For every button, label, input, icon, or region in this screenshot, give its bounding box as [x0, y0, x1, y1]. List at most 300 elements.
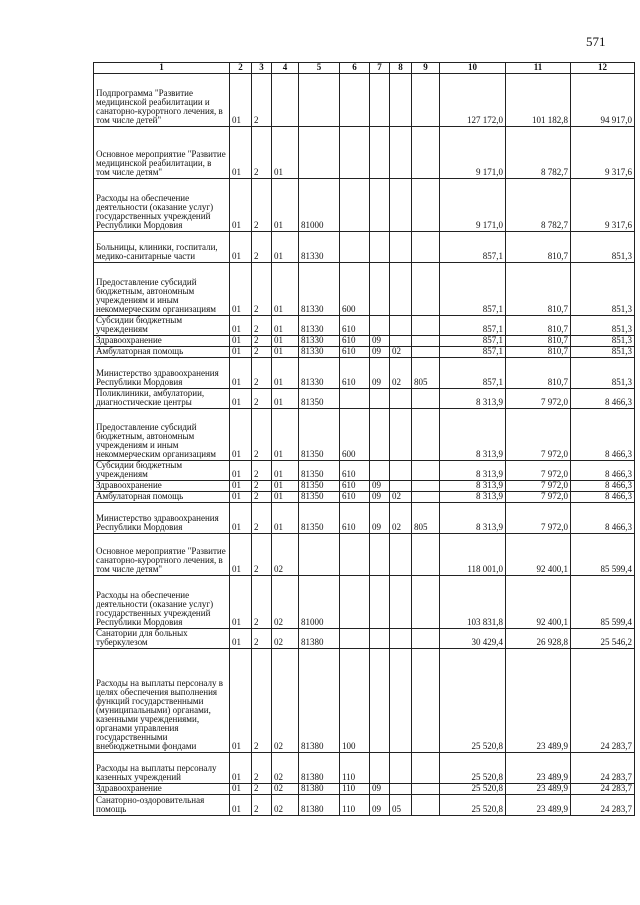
row-value-cell: 81330 [299, 358, 340, 389]
row-value-cell: 09 [370, 492, 390, 503]
row-value-cell [412, 492, 440, 503]
row-value-cell [412, 534, 440, 576]
row-name-cell: Субсидии бюджетным учреждениям [94, 316, 230, 336]
row-name-cell: Расходы на обеспечение деятельности (оказание услуг) государственных учреждений Республики Мордовия [94, 179, 230, 232]
row-value-cell: 85 599,4 [571, 534, 635, 576]
row-value-cell: 01 [272, 336, 299, 347]
row-name-cell: Расходы на выплаты персоналу казенных учреждений [94, 753, 230, 784]
row-value-cell: 810,7 [506, 347, 571, 358]
row-value-cell: 2 [252, 753, 272, 784]
row-value-cell: 81350 [299, 461, 340, 481]
row-value-cell [370, 179, 390, 232]
row-value-cell: 610 [340, 492, 370, 503]
row-value-cell: 851,3 [571, 232, 635, 263]
row-value-cell: 01 [230, 358, 252, 389]
table-row [94, 232, 635, 263]
row-value-cell: 8 466,3 [571, 409, 635, 461]
row-value-cell: 2 [252, 503, 272, 534]
row-value-cell: 81350 [299, 503, 340, 534]
row-value-cell [370, 629, 390, 649]
row-value-cell: 610 [340, 358, 370, 389]
row-value-cell [340, 74, 370, 127]
table-row [94, 358, 635, 389]
row-value-cell: 2 [252, 389, 272, 409]
row-value-cell: 2 [252, 127, 272, 179]
row-value-cell: 2 [252, 649, 272, 753]
row-value-cell [340, 629, 370, 649]
column-header: 7 [370, 63, 390, 74]
row-value-cell [412, 795, 440, 816]
row-value-cell: 2 [252, 336, 272, 347]
row-value-cell: 01 [272, 127, 299, 179]
column-header: 11 [506, 63, 571, 74]
row-name-cell: Субсидии бюджетным учреждениям [94, 461, 230, 481]
row-value-cell: 2 [252, 461, 272, 481]
row-value-cell [412, 179, 440, 232]
row-value-cell [340, 389, 370, 409]
row-value-cell: 01 [272, 232, 299, 263]
row-value-cell: 23 489,9 [506, 649, 571, 753]
row-value-cell: 7 972,0 [506, 409, 571, 461]
row-value-cell: 02 [390, 347, 412, 358]
row-value-cell [412, 481, 440, 492]
row-value-cell [412, 127, 440, 179]
row-value-cell: 01 [230, 409, 252, 461]
row-value-cell: 02 [390, 503, 412, 534]
row-value-cell [299, 534, 340, 576]
row-value-cell: 01 [230, 461, 252, 481]
row-value-cell [412, 461, 440, 481]
row-value-cell: 9 317,6 [571, 179, 635, 232]
row-value-cell: 805 [412, 503, 440, 534]
row-value-cell [412, 409, 440, 461]
table-row [94, 503, 635, 534]
table-row [94, 461, 635, 481]
row-value-cell: 81330 [299, 232, 340, 263]
row-name-cell: Расходы на обеспечение деятельности (оказание услуг) государственных учреждений Республики Мордовия [94, 576, 230, 629]
column-header: 5 [299, 63, 340, 74]
row-name-cell: Предоставление субсидий бюджетным, автономным учреждениям и иным некоммерческим организациям [94, 409, 230, 461]
row-value-cell: 81350 [299, 481, 340, 492]
row-value-cell: 2 [252, 784, 272, 795]
row-value-cell: 01 [230, 389, 252, 409]
row-value-cell: 25 520,8 [440, 784, 506, 795]
row-value-cell [390, 784, 412, 795]
row-value-cell: 01 [272, 409, 299, 461]
table-row [94, 795, 635, 816]
table-row [94, 336, 635, 347]
row-value-cell [412, 576, 440, 629]
row-value-cell [370, 127, 390, 179]
row-value-cell: 02 [272, 534, 299, 576]
row-value-cell: 103 831,8 [440, 576, 506, 629]
row-value-cell [370, 461, 390, 481]
row-value-cell: 7 972,0 [506, 389, 571, 409]
row-value-cell: 01 [272, 347, 299, 358]
row-value-cell [412, 753, 440, 784]
row-name-cell: Расходы на выплаты персоналу в целях обеспечения выполнения функций государственными (муниципальными) органами, казенными учреждениями, органами управления государственными внебюджетными фондами [94, 649, 230, 753]
row-value-cell: 01 [230, 179, 252, 232]
row-value-cell: 24 283,7 [571, 753, 635, 784]
table-row [94, 629, 635, 649]
row-value-cell: 01 [230, 316, 252, 336]
row-value-cell: 01 [230, 784, 252, 795]
row-value-cell [412, 649, 440, 753]
table-row [94, 347, 635, 358]
row-value-cell: 81380 [299, 784, 340, 795]
table-row [94, 179, 635, 232]
row-value-cell: 01 [272, 358, 299, 389]
row-value-cell [370, 389, 390, 409]
row-name-cell: Министерство здравоохранения Республики Мордовия [94, 358, 230, 389]
row-value-cell: 81330 [299, 263, 340, 316]
row-value-cell: 81350 [299, 409, 340, 461]
row-value-cell: 8 313,9 [440, 409, 506, 461]
table-row [94, 534, 635, 576]
row-value-cell: 805 [412, 358, 440, 389]
table-row [94, 576, 635, 629]
row-value-cell: 8 466,3 [571, 503, 635, 534]
row-value-cell: 01 [230, 263, 252, 316]
row-value-cell [390, 409, 412, 461]
row-value-cell: 8 313,9 [440, 492, 506, 503]
row-value-cell: 857,1 [440, 347, 506, 358]
row-value-cell [390, 481, 412, 492]
row-value-cell: 101 182,8 [506, 74, 571, 127]
row-value-cell: 25 520,8 [440, 649, 506, 753]
row-value-cell: 810,7 [506, 232, 571, 263]
row-value-cell: 610 [340, 503, 370, 534]
row-value-cell: 2 [252, 347, 272, 358]
row-value-cell: 7 972,0 [506, 503, 571, 534]
row-name-cell: Санаторно-оздоровительная помощь [94, 795, 230, 816]
table-row [94, 263, 635, 316]
row-value-cell: 9 171,0 [440, 127, 506, 179]
row-value-cell: 110 [340, 753, 370, 784]
row-value-cell [272, 74, 299, 127]
row-value-cell: 81000 [299, 576, 340, 629]
row-value-cell [370, 649, 390, 753]
row-value-cell: 610 [340, 461, 370, 481]
page-number: 571 [586, 34, 606, 49]
row-name-cell: Здравоохранение [94, 336, 230, 347]
row-value-cell: 9 171,0 [440, 179, 506, 232]
row-value-cell: 851,3 [571, 316, 635, 336]
row-value-cell: 2 [252, 74, 272, 127]
row-value-cell [412, 74, 440, 127]
row-value-cell: 01 [230, 649, 252, 753]
row-value-cell: 7 972,0 [506, 461, 571, 481]
row-value-cell: 02 [272, 795, 299, 816]
row-value-cell: 8 313,9 [440, 481, 506, 492]
row-value-cell [390, 127, 412, 179]
table-row [94, 784, 635, 795]
row-value-cell: 810,7 [506, 358, 571, 389]
table-row [94, 389, 635, 409]
row-value-cell: 857,1 [440, 263, 506, 316]
row-value-cell: 09 [370, 784, 390, 795]
row-value-cell: 01 [230, 534, 252, 576]
table-body [94, 63, 635, 816]
row-value-cell: 100 [340, 649, 370, 753]
row-value-cell: 610 [340, 336, 370, 347]
row-value-cell [370, 263, 390, 316]
row-value-cell: 01 [272, 316, 299, 336]
row-value-cell: 24 283,7 [571, 649, 635, 753]
row-value-cell: 2 [252, 358, 272, 389]
row-value-cell [370, 534, 390, 576]
row-value-cell: 01 [230, 629, 252, 649]
table-row [94, 409, 635, 461]
row-value-cell [390, 753, 412, 784]
row-value-cell: 02 [272, 649, 299, 753]
column-header: 6 [340, 63, 370, 74]
row-value-cell [412, 784, 440, 795]
row-value-cell: 2 [252, 232, 272, 263]
table-row [94, 127, 635, 179]
row-value-cell: 7 972,0 [506, 481, 571, 492]
row-value-cell: 81380 [299, 649, 340, 753]
row-value-cell: 01 [272, 503, 299, 534]
row-value-cell: 01 [230, 232, 252, 263]
row-value-cell: 857,1 [440, 358, 506, 389]
row-name-cell: Подпрограмма "Развитие медицинской реабилитации и санаторно-курортного лечения, в том числе детей" [94, 74, 230, 127]
row-value-cell [299, 127, 340, 179]
table-row [94, 316, 635, 336]
table-row [94, 492, 635, 503]
row-value-cell: 23 489,9 [506, 795, 571, 816]
row-value-cell: 110 [340, 784, 370, 795]
row-value-cell: 09 [370, 503, 390, 534]
row-value-cell: 23 489,9 [506, 753, 571, 784]
header-row [94, 63, 635, 74]
row-value-cell: 2 [252, 795, 272, 816]
row-value-cell: 8 313,9 [440, 389, 506, 409]
row-name-cell: Амбулаторная помощь [94, 492, 230, 503]
row-value-cell [390, 316, 412, 336]
row-value-cell: 26 928,8 [506, 629, 571, 649]
row-value-cell: 25 520,8 [440, 795, 506, 816]
row-value-cell: 610 [340, 347, 370, 358]
column-header: 1 [94, 63, 230, 74]
row-value-cell: 857,1 [440, 316, 506, 336]
row-value-cell: 01 [272, 179, 299, 232]
table-row [94, 753, 635, 784]
row-value-cell: 23 489,9 [506, 784, 571, 795]
row-name-cell: Больницы, клиники, госпитали, медико-санитарные части [94, 232, 230, 263]
row-name-cell: Амбулаторная помощь [94, 347, 230, 358]
row-value-cell: 01 [272, 492, 299, 503]
row-value-cell: 01 [230, 127, 252, 179]
row-value-cell: 9 317,6 [571, 127, 635, 179]
row-value-cell: 810,7 [506, 263, 571, 316]
row-value-cell: 857,1 [440, 336, 506, 347]
row-value-cell [390, 336, 412, 347]
row-value-cell: 610 [340, 316, 370, 336]
row-value-cell: 2 [252, 492, 272, 503]
row-value-cell [390, 576, 412, 629]
row-value-cell: 851,3 [571, 336, 635, 347]
row-value-cell: 94 917,0 [571, 74, 635, 127]
row-value-cell: 127 172,0 [440, 74, 506, 127]
row-value-cell: 2 [252, 263, 272, 316]
row-value-cell: 81330 [299, 347, 340, 358]
row-value-cell: 8 782,7 [506, 179, 571, 232]
row-value-cell: 09 [370, 347, 390, 358]
row-value-cell: 2 [252, 629, 272, 649]
row-value-cell: 09 [370, 481, 390, 492]
row-value-cell [390, 534, 412, 576]
row-value-cell: 24 283,7 [571, 795, 635, 816]
row-value-cell: 01 [230, 576, 252, 629]
row-value-cell [340, 576, 370, 629]
row-value-cell: 851,3 [571, 347, 635, 358]
row-value-cell: 610 [340, 481, 370, 492]
row-value-cell: 24 283,7 [571, 784, 635, 795]
row-value-cell [370, 74, 390, 127]
row-value-cell [412, 629, 440, 649]
row-value-cell [340, 534, 370, 576]
row-value-cell: 2 [252, 409, 272, 461]
row-value-cell: 81380 [299, 629, 340, 649]
row-value-cell: 01 [272, 461, 299, 481]
row-value-cell: 09 [370, 358, 390, 389]
row-name-cell: Поликлиники, амбулатории, диагностические центры [94, 389, 230, 409]
column-header: 8 [390, 63, 412, 74]
row-value-cell: 01 [230, 753, 252, 784]
row-value-cell: 01 [230, 503, 252, 534]
row-value-cell: 2 [252, 179, 272, 232]
row-value-cell [340, 179, 370, 232]
row-value-cell: 81000 [299, 179, 340, 232]
row-value-cell: 2 [252, 316, 272, 336]
row-value-cell: 02 [390, 358, 412, 389]
row-value-cell: 02 [272, 629, 299, 649]
row-value-cell: 09 [370, 795, 390, 816]
row-value-cell: 02 [390, 492, 412, 503]
row-value-cell: 01 [272, 481, 299, 492]
row-value-cell: 92 400,1 [506, 576, 571, 629]
row-value-cell [390, 461, 412, 481]
row-value-cell [390, 74, 412, 127]
row-value-cell [412, 232, 440, 263]
column-header: 10 [440, 63, 506, 74]
row-value-cell: 810,7 [506, 316, 571, 336]
row-value-cell [390, 649, 412, 753]
row-value-cell: 810,7 [506, 336, 571, 347]
row-value-cell: 01 [230, 492, 252, 503]
row-value-cell: 05 [390, 795, 412, 816]
row-value-cell [412, 347, 440, 358]
row-value-cell: 8 313,9 [440, 503, 506, 534]
row-value-cell: 01 [230, 74, 252, 127]
row-value-cell [370, 753, 390, 784]
row-value-cell: 2 [252, 534, 272, 576]
row-value-cell: 8 313,9 [440, 461, 506, 481]
row-value-cell: 7 972,0 [506, 492, 571, 503]
row-value-cell: 81350 [299, 492, 340, 503]
row-value-cell: 8 466,3 [571, 461, 635, 481]
column-header: 12 [571, 63, 635, 74]
row-value-cell: 851,3 [571, 263, 635, 316]
row-name-cell: Здравоохранение [94, 784, 230, 795]
row-value-cell [412, 263, 440, 316]
row-name-cell: Предоставление субсидий бюджетным, автономным учреждениям и иным некоммерческим организациям [94, 263, 230, 316]
column-header: 2 [230, 63, 252, 74]
row-value-cell: 110 [340, 795, 370, 816]
row-value-cell [390, 179, 412, 232]
row-value-cell [390, 263, 412, 316]
column-header: 9 [412, 63, 440, 74]
row-value-cell: 01 [272, 263, 299, 316]
row-value-cell [370, 232, 390, 263]
row-value-cell: 2 [252, 576, 272, 629]
row-value-cell: 8 466,3 [571, 492, 635, 503]
row-value-cell [390, 629, 412, 649]
row-value-cell [412, 316, 440, 336]
row-value-cell: 01 [230, 481, 252, 492]
row-value-cell: 85 599,4 [571, 576, 635, 629]
row-name-cell: Основное мероприятие "Развитие медицинской реабилитации, в том числе детям" [94, 127, 230, 179]
row-value-cell: 8 466,3 [571, 389, 635, 409]
row-value-cell: 600 [340, 263, 370, 316]
row-value-cell: 81330 [299, 336, 340, 347]
row-value-cell: 02 [272, 784, 299, 795]
row-value-cell [340, 127, 370, 179]
row-value-cell: 02 [272, 753, 299, 784]
row-name-cell: Здравоохранение [94, 481, 230, 492]
row-value-cell [390, 232, 412, 263]
column-header: 3 [252, 63, 272, 74]
row-value-cell: 25 546,2 [571, 629, 635, 649]
row-name-cell: Основное мероприятие "Развитие санаторно-курортного лечения, в том числе детям" [94, 534, 230, 576]
row-value-cell [340, 232, 370, 263]
row-value-cell: 81330 [299, 316, 340, 336]
table-row [94, 481, 635, 492]
row-name-cell: Санатории для больных туберкулезом [94, 629, 230, 649]
table-row [94, 74, 635, 127]
row-name-cell: Министерство здравоохранения Республики Мордовия [94, 503, 230, 534]
row-value-cell [412, 389, 440, 409]
row-value-cell [370, 316, 390, 336]
row-value-cell: 118 001,0 [440, 534, 506, 576]
row-value-cell: 857,1 [440, 232, 506, 263]
row-value-cell: 25 520,8 [440, 753, 506, 784]
row-value-cell: 92 400,1 [506, 534, 571, 576]
row-value-cell: 02 [272, 576, 299, 629]
row-value-cell [370, 409, 390, 461]
row-value-cell [299, 74, 340, 127]
row-value-cell: 01 [230, 795, 252, 816]
row-value-cell: 01 [230, 347, 252, 358]
row-value-cell: 2 [252, 481, 272, 492]
row-value-cell: 09 [370, 336, 390, 347]
column-header: 4 [272, 63, 299, 74]
row-value-cell: 851,3 [571, 358, 635, 389]
row-value-cell: 81380 [299, 753, 340, 784]
row-value-cell [412, 336, 440, 347]
table-row [94, 649, 635, 753]
row-value-cell: 8 782,7 [506, 127, 571, 179]
row-value-cell: 81350 [299, 389, 340, 409]
row-value-cell: 01 [272, 389, 299, 409]
row-value-cell: 01 [230, 336, 252, 347]
row-value-cell: 8 466,3 [571, 481, 635, 492]
row-value-cell [370, 576, 390, 629]
row-value-cell: 30 429,4 [440, 629, 506, 649]
budget-table [93, 62, 635, 816]
row-value-cell: 81380 [299, 795, 340, 816]
